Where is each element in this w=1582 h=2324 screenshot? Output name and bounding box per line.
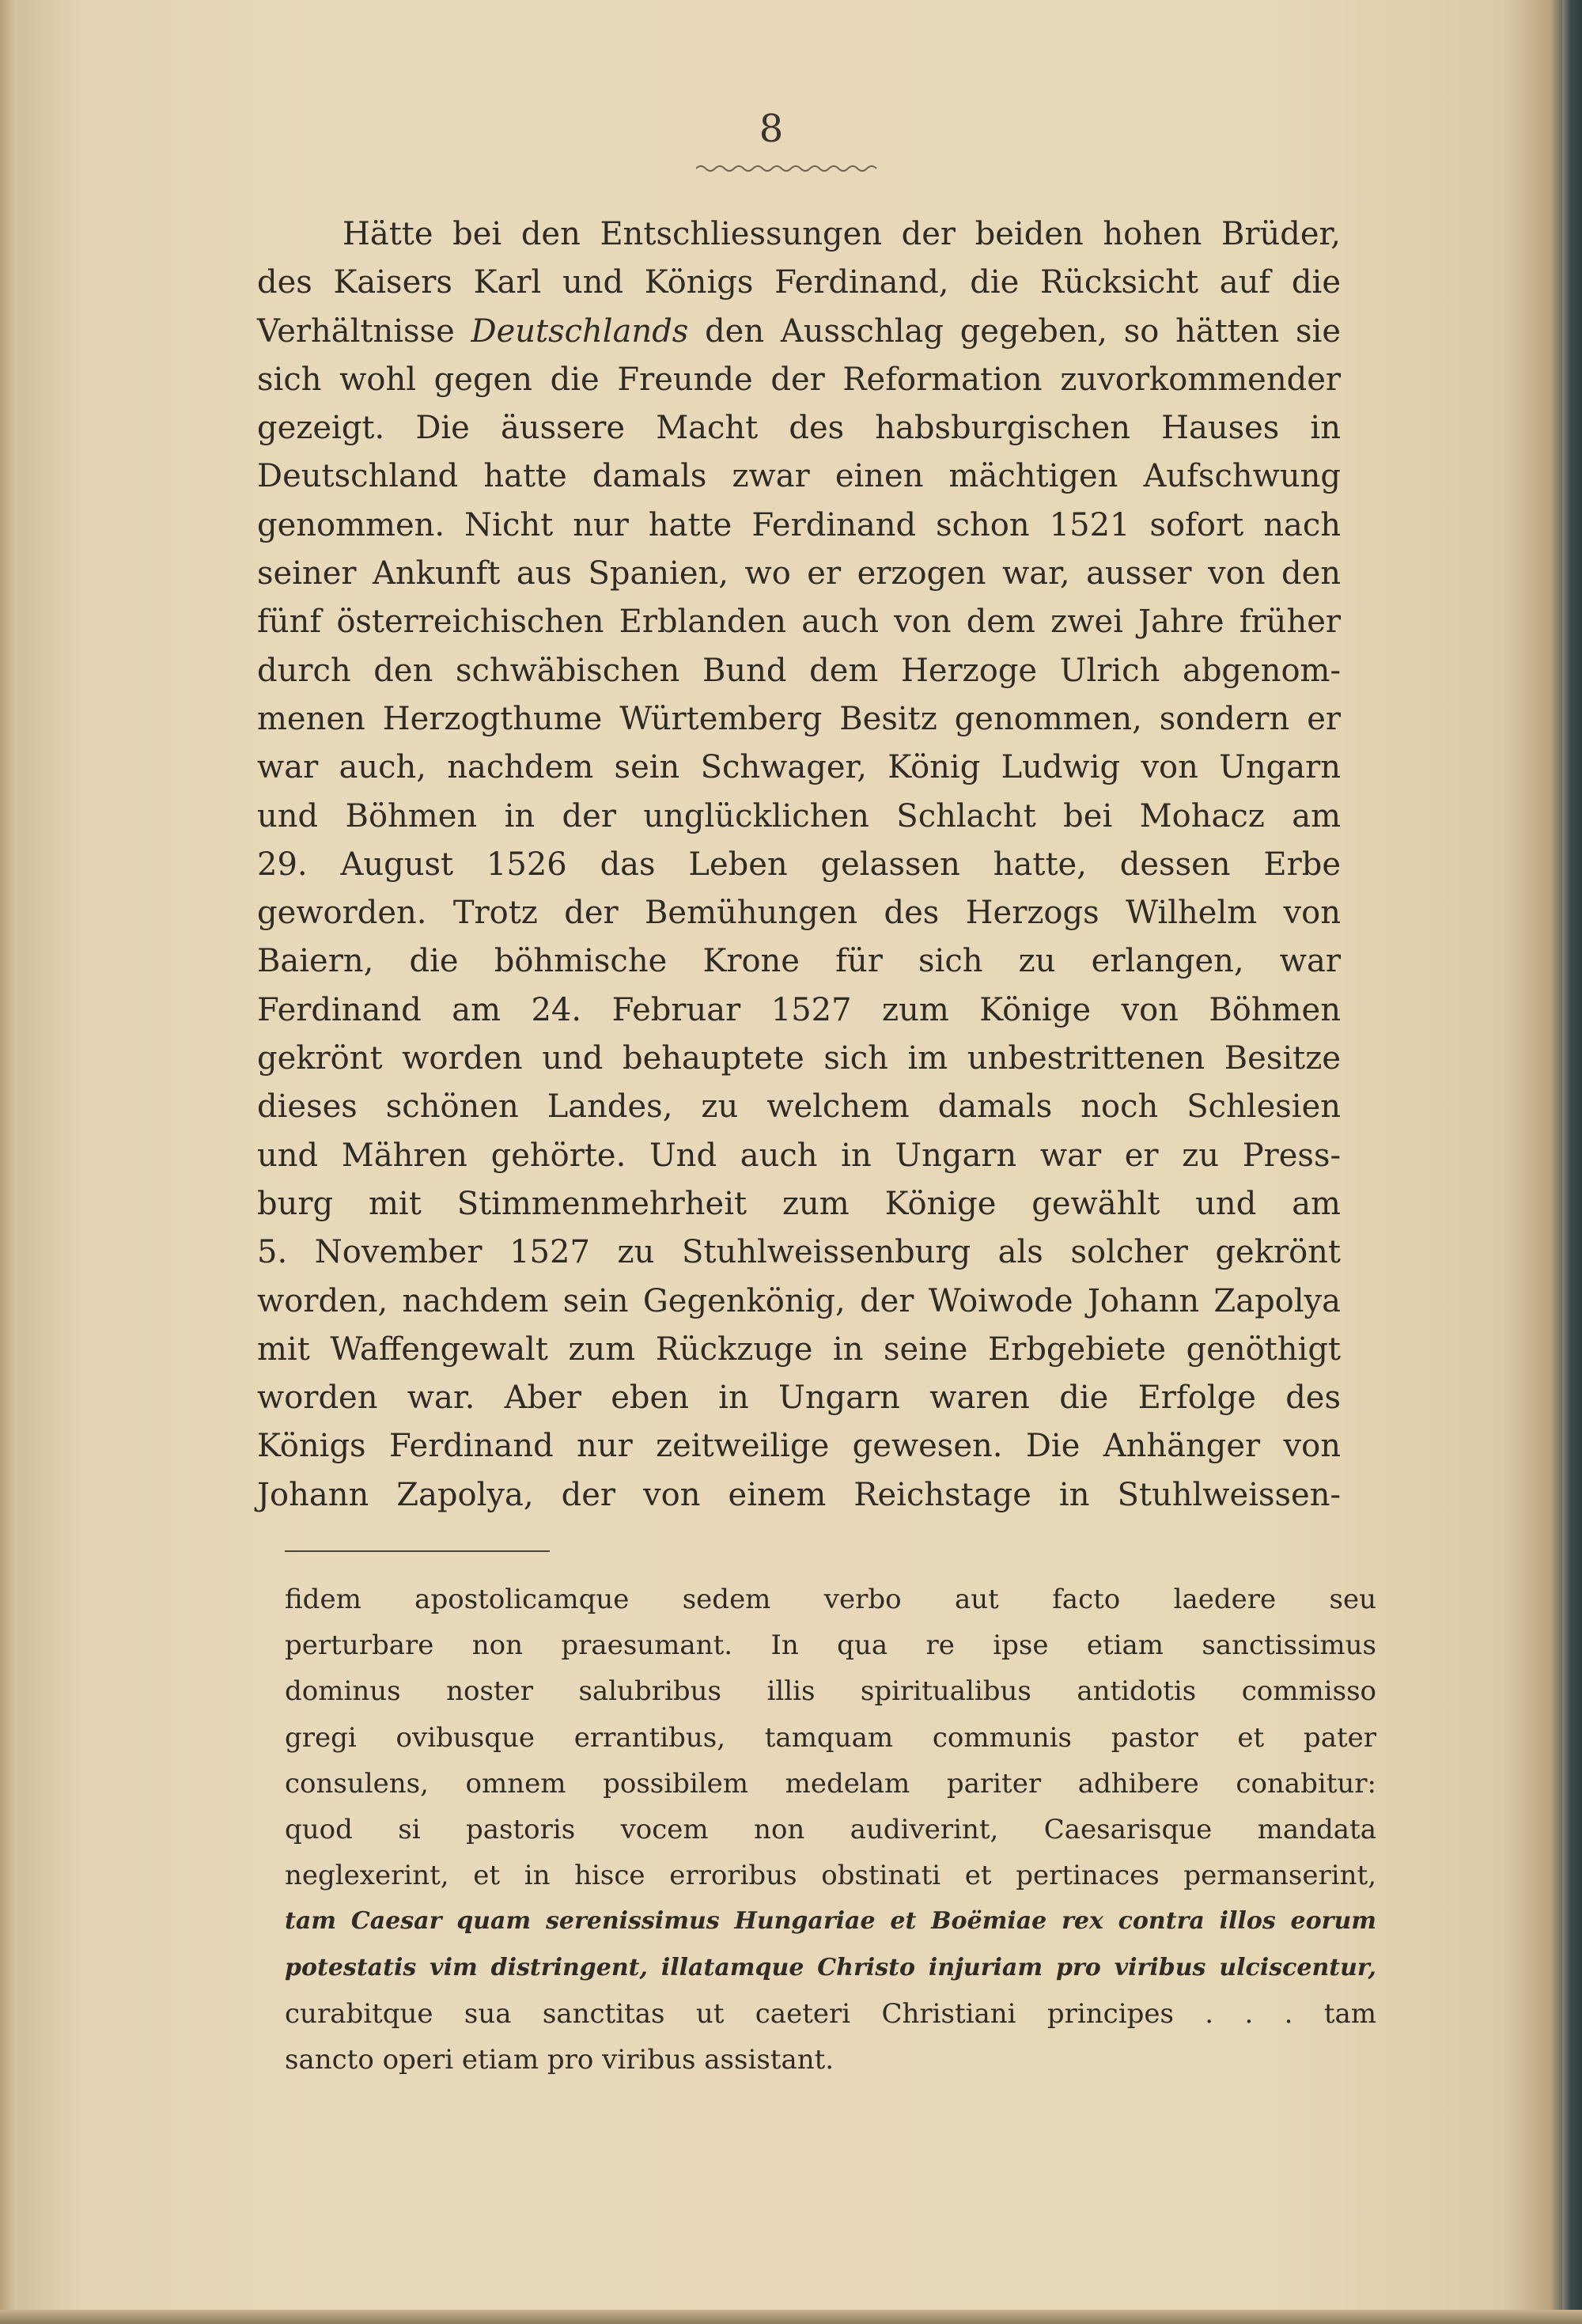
footnote-italic-line: potestatis vim distringent, illatamque Christo injuriam pro viribus ulciscentur, xyxy=(285,1953,1376,1981)
main-text-line: sich wohl gegen die Freunde der Reformation zuvorkommender xyxy=(257,361,1341,398)
footnote-block xyxy=(285,1576,1376,2083)
main-text-line: 5. November 1527 zu Stuhlweissenburg als solcher gekrönt xyxy=(257,1234,1341,1271)
main-text-line: dieses schönen Landes, zu welchem damals noch Schlesien xyxy=(257,1088,1341,1126)
main-text-line: worden war. Aber eben in Ungarn waren die Erfolge des xyxy=(257,1380,1341,1417)
main-text-line: gezeigt. Die äussere Macht des habsburgischen Hauses in xyxy=(257,410,1341,447)
italic-place-name: Deutschlands xyxy=(471,312,689,350)
footnote-separator-rule xyxy=(285,1550,550,1552)
main-text-line: gekrönt worden und behauptete sich im unbestrittenen Besitze xyxy=(257,1040,1341,1077)
footnote-line: curabitque sua sanctitas ut caeteri Christiani principes . . . tam xyxy=(285,1997,1376,2030)
main-text-line: Baiern, die böhmische Krone für sich zu erlangen, war xyxy=(257,943,1341,980)
main-text-line: seiner Ankunft aus Spanien, wo er erzogen war, ausser von den xyxy=(257,555,1341,592)
main-text-line: Deutschland hatte damals zwar einen mächtigen Aufschwung xyxy=(257,458,1341,495)
book-spine-edge xyxy=(1562,0,1582,2324)
page-left-edge xyxy=(0,0,17,2324)
footnote-line: perturbare non praesumant. In qua re ipse etiam sanctissimus xyxy=(285,1629,1376,1662)
footnote-line: neglexerint, et in hisce erroribus obstinati et pertinaces permanserint, xyxy=(285,1860,1376,1892)
footnote-line: gregi ovibusque errantibus, tamquam communis pastor et pater xyxy=(285,1721,1376,1754)
main-text-line: mit Waffengewalt zum Rückzuge in seine Erbgebiete genöthigt xyxy=(257,1330,1341,1368)
main-text-line: burg mit Stimmenmehrheit zum Könige gewählt und am xyxy=(257,1185,1341,1222)
footnote-italic-line: tam Caesar quam serenissimus Hungariae et Boëmiae rex contra illos eorum xyxy=(285,1907,1376,1936)
footnote-line: consulens, omnem possibilem medelam pariter adhibere conabitur: xyxy=(285,1767,1376,1800)
main-text-line: menen Herzogthume Würtemberg Besitz genommen, sondern er xyxy=(257,700,1341,737)
main-text-line: Hätte bei den Entschliessungen der beiden hohen Brüder, xyxy=(343,216,1341,252)
main-text-line: Johann Zapolya, der von einem Reichstage in Stuhlweissen- xyxy=(257,1476,1341,1513)
page-bottom-edge xyxy=(0,2310,1582,2324)
main-text-line: und Böhmen in der unglücklichen Schlacht bei Mohacz am xyxy=(257,797,1341,835)
main-text-line: worden, nachdem sein Gegenkönig, der Woiwode Johann Zapolya xyxy=(257,1282,1341,1319)
main-text-line: genommen. Nicht nur hatte Ferdinand schon 1521 sofort nach xyxy=(257,506,1341,543)
main-text-line: 29. August 1526 das Leben gelassen hatte, dessen Erbe xyxy=(257,846,1341,883)
footnote-line: sancto operi etiam pro viribus assistant. xyxy=(285,2044,835,2076)
main-text-line: geworden. Trotz der Bemühungen des Herzogs Wilhelm von xyxy=(257,895,1341,932)
main-text-span: den Ausschlag gegeben, so hätten sie xyxy=(688,312,1342,350)
main-text-line: war auch, nachdem sein Schwager, König Ludwig von Ungarn xyxy=(257,749,1341,786)
page-number: 8 xyxy=(759,107,784,151)
main-text-line: und Mähren gehörte. Und auch in Ungarn war er zu Press- xyxy=(257,1137,1341,1174)
main-text-line: fünf österreichischen Erblanden auch von dem zwei Jahre früher xyxy=(257,604,1341,641)
main-text-line xyxy=(257,308,1341,356)
main-text-span: Verhältnisse xyxy=(257,312,471,350)
main-text-line: des Kaisers Karl und Königs Ferdinand, die Rücksicht auf die xyxy=(257,264,1341,301)
footnote-line: quod si pastoris vocem non audiverint, Caesarisque mandata xyxy=(285,1814,1376,1846)
main-text-line: durch den schwäbischen Bund dem Herzoge Ulrich abgenom- xyxy=(257,652,1341,689)
main-text-line: Königs Ferdinand nur zeitweilige gewesen. Die Anhänger von xyxy=(257,1428,1341,1465)
footnote-line: fidem apostolicamque sedem verbo aut facto laedere seu xyxy=(285,1584,1376,1615)
wavy-ornament-divider xyxy=(696,163,878,174)
footnote-line: dominus noster salubribus illis spiritualibus antidotis commisso xyxy=(285,1675,1376,1708)
main-text-line: Ferdinand am 24. Februar 1527 zum Könige von Böhmen xyxy=(257,991,1341,1028)
main-text-block xyxy=(257,210,1341,1520)
